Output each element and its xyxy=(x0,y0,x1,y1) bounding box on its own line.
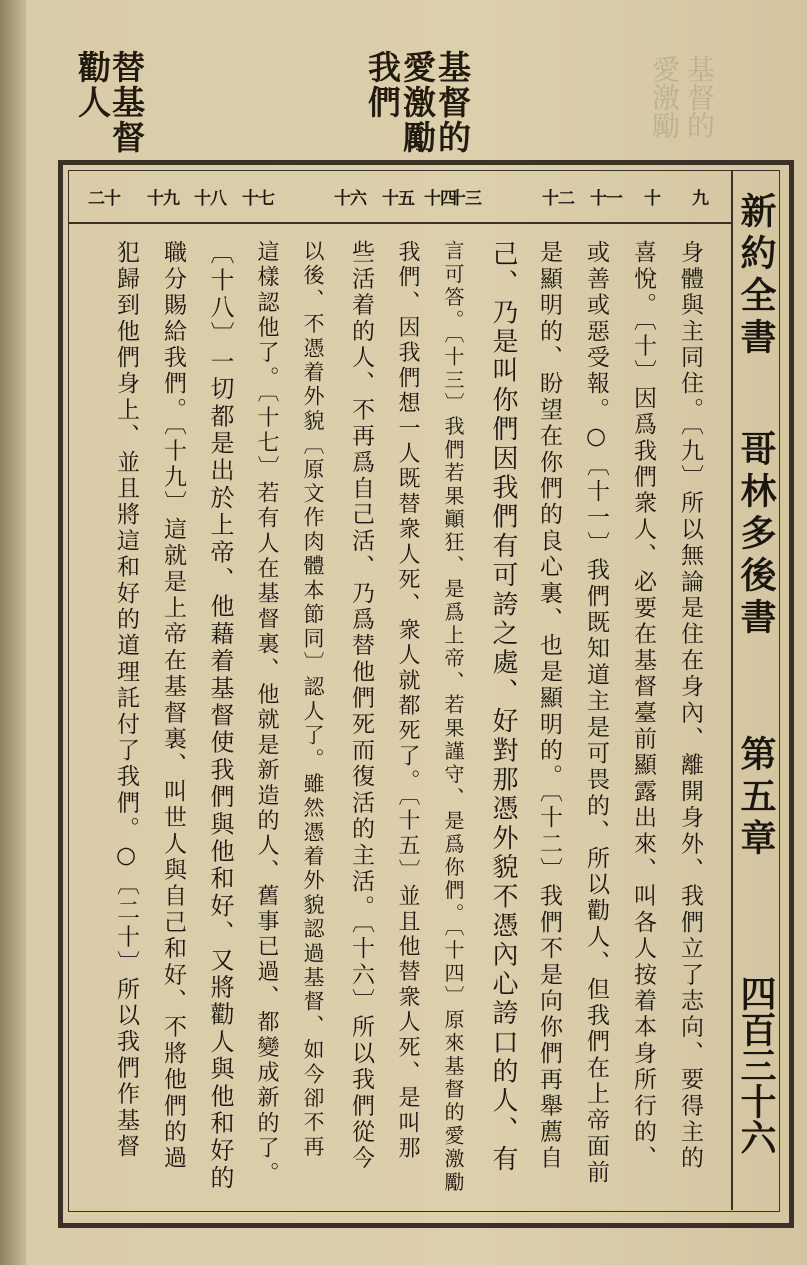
verse-number: 十七 xyxy=(242,189,274,209)
margin-note-line: 勸人 xyxy=(73,50,112,120)
text-column: 這樣認他了。〔十七〕若有人在基督裏、他就是新造的人、舊事已過、都變成新的了。 xyxy=(254,240,279,1187)
text-column: 我們、因我們想一人既替衆人死、衆人就都死了。〔十五〕並且他替衆人死、是叫那 xyxy=(395,240,420,1162)
text-column: 以後、不憑着外貌〔原文作肉體本節同〕認人了。雖然憑着外貌認過基督、如今卻不再 xyxy=(301,240,325,1160)
text-column: 是顯明的、盼望在你們的良心裏、也是顯明的。〔十二〕我們不是向你們再舉薦自 xyxy=(536,240,562,1172)
page-number: 四百三十六 xyxy=(735,975,777,1155)
running-head-book: 新約全書 xyxy=(735,192,777,360)
text-column: 些活着的人、不再爲自己活、乃爲替他們死而復活的主活。〔十六〕所以我們從今 xyxy=(348,240,374,1172)
margin-note-line: 愛激勵 xyxy=(398,50,437,155)
text-column: 職分賜給我們。〔十九〕這就是上帝在基督裏、叫世人與自己和好、不將他們的過 xyxy=(160,240,186,1172)
verse-number: 十一 xyxy=(590,189,622,209)
verse-number: 十 xyxy=(644,189,660,209)
text-column: 犯歸到他們身上、並且將這和好的道理託付了我們。○〔二十〕所以我們作基督 xyxy=(113,240,139,1160)
verse-number: 十九 xyxy=(147,189,179,209)
verse-number: 十二 xyxy=(542,189,574,209)
running-head-book-name: 哥林多後書 xyxy=(735,430,777,640)
verse-number: 十八 xyxy=(194,189,226,209)
text-column: 身體與主同住。〔九〕所以無論是住在身內、離開身外、我們立了志向、要得主的 xyxy=(677,240,703,1172)
bleed-through-text: 愛激勵 xyxy=(648,55,681,139)
verse-number: 十三 xyxy=(449,189,481,209)
verse-number: 十六 xyxy=(334,189,366,209)
running-head-chapter: 第五章 xyxy=(735,735,777,861)
text-column: 或善或惡受報。○〔十一〕我們既知道主是可畏的、所以勸人、但我們在上帝面前 xyxy=(583,240,609,1187)
margin-note-line: 替基督 xyxy=(107,50,146,155)
margin-note-line: 基督的 xyxy=(433,50,472,155)
book-spine xyxy=(0,0,26,1265)
text-column: 〔十八〕一切都是出於上帝、他藉着基督使我們與他和好、又將勸人與他和好的 xyxy=(206,240,234,1192)
text-column: 喜悅。〔十〕因爲我們衆人、必要在基督臺前顯露出來、叫各人按着本身所行的、 xyxy=(630,240,656,1172)
margin-note-line: 我們 xyxy=(363,50,402,120)
verse-number-rule xyxy=(68,222,731,224)
text-column: 言可答。〔十三〕我們若果顚狂、是爲上帝、若果謹守、是爲你們。〔十四〕原來基督的愛激勵 xyxy=(441,240,465,1195)
text-column: 己、乃是叫你們因我們有可誇之處、好對那憑外貌不憑內心誇口的人、有 xyxy=(488,240,518,1175)
header-column-rule xyxy=(731,170,733,1210)
verse-number: 九 xyxy=(692,189,708,209)
verse-number: 二十 xyxy=(88,189,120,209)
verse-number: 十四 xyxy=(424,189,456,209)
bleed-through-text: 基督的 xyxy=(683,55,716,139)
verse-number: 十五 xyxy=(382,189,414,209)
